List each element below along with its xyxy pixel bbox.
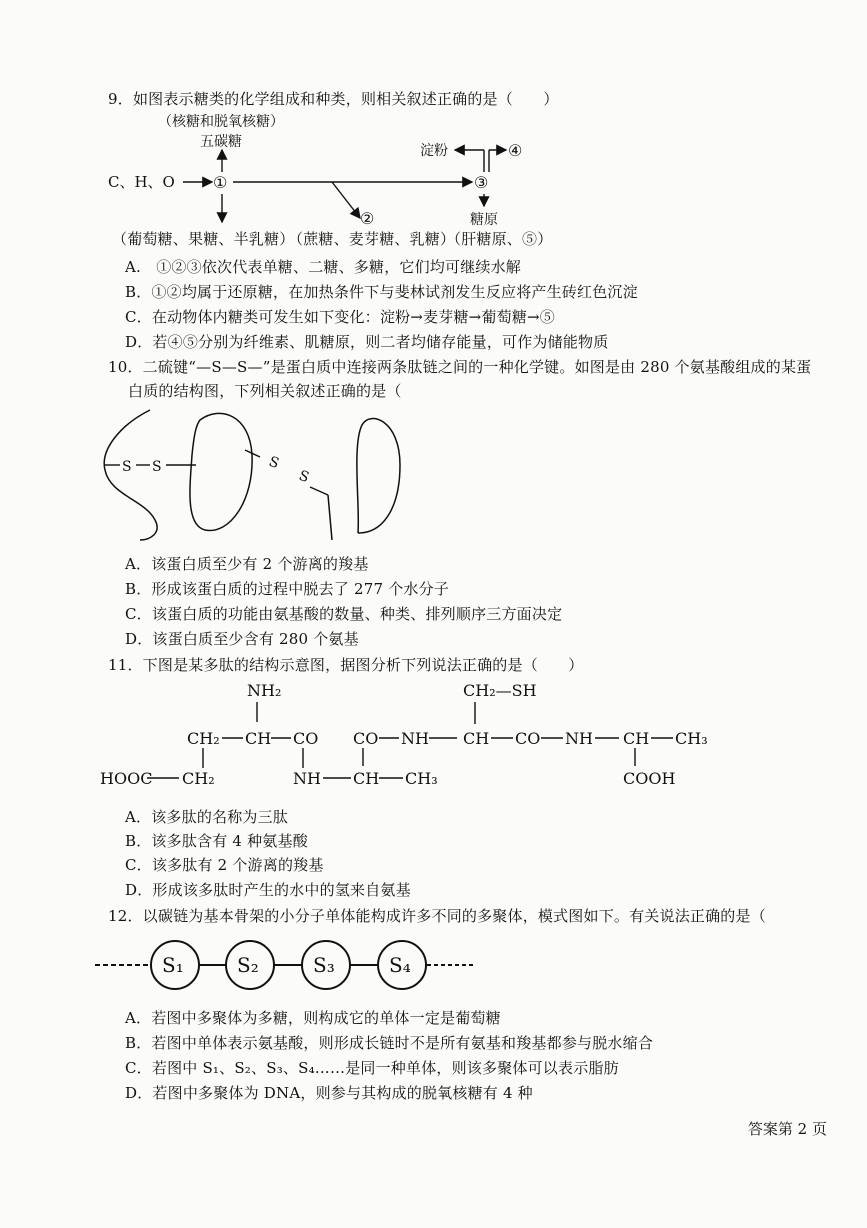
arrow-to-2: [332, 182, 360, 218]
pentose-label: 五碳糖: [200, 134, 242, 150]
q11-option-c: C．该多肽有 2 个游离的羧基: [125, 856, 324, 874]
chain-right: [357, 418, 400, 533]
s-atom-2: S: [152, 459, 162, 475]
node-1: ①: [213, 173, 228, 192]
q9-stem: 9．如图表示糖类的化学组成和种类，则相关叙述正确的是（ ）: [108, 90, 559, 108]
s-atom-1: S: [122, 459, 132, 475]
q9-option-d: D．若④⑤分别为纤维素、肌糖原，则二者均储存能量，可作为储能物质: [125, 333, 609, 351]
co-1: CO: [293, 729, 319, 748]
unit-s4-label: S₄: [389, 953, 411, 977]
bond-right-2: [310, 487, 328, 495]
q10-option-b: B．形成该蛋白质的过程中脱去了 277 个水分子: [125, 580, 449, 598]
q9-option-b: B．①②均属于还原糖，在加热条件下与斐林试剂发生反应将产生砖红色沉淀: [125, 283, 638, 301]
ch3-1: CH₃: [405, 769, 438, 788]
unit-s2-label: S₂: [237, 953, 259, 977]
q11-option-a: A．该多肽的名称为三肽: [125, 808, 289, 826]
chain-left: [104, 410, 157, 540]
ch2-1: CH₂: [187, 729, 220, 748]
nh-3: NH: [565, 729, 593, 748]
mono-note: （葡萄糖、果糖、半乳糖）: [112, 230, 295, 248]
cooh-group: COOH: [623, 769, 676, 788]
q12-option-c: C．若图中 S₁、S₂、S₃、S₄……是同一种单体，则该多聚体可以表示脂肪: [125, 1059, 619, 1077]
ch2sh-group: CH₂—SH: [463, 681, 537, 700]
q9-option-a: A. ①②③依次代表单糖、二糖、多糖，它们均可继续水解: [125, 258, 522, 276]
q10-stem-line2: 白质的结构图，下列相关叙述正确的是（: [128, 382, 402, 400]
ch-2: CH: [353, 769, 380, 788]
ch2-2: CH₂: [182, 769, 215, 788]
nh2-group: NH₂: [247, 681, 282, 700]
hooc-group: HOOC: [100, 769, 153, 788]
q11-option-b: B．该多肽含有 4 种氨基酸: [125, 832, 308, 850]
q10-option-d: D．该蛋白质至少含有 280 个氨基: [125, 630, 359, 648]
q12-stem: 12．以碳链为基本骨架的小分子单体能构成许多不同的多聚体，模式图如下。有关说法正确的是（: [108, 907, 766, 925]
q12-polymer-diagram: [95, 935, 485, 995]
q10-stem-line1: 10．二硫键“—S—S—”是蛋白质中连接两条肽链之间的一种化学键。如图是由 280 个氨基酸组成的某蛋: [108, 358, 812, 376]
page-footer: 答案第 2 页: [747, 1120, 827, 1138]
nh-1: NH: [293, 769, 321, 788]
unit-s1-label: S₁: [162, 953, 184, 977]
s-atom-4: S: [296, 467, 312, 487]
q12-option-d: D．若图中多聚体为 DNA，则参与其构成的脱氧核糖有 4 种: [125, 1084, 533, 1102]
q10-option-a: A．该蛋白质至少有 2 个游离的羧基: [125, 555, 369, 573]
chain-middle: [190, 413, 252, 530]
nh-2: NH: [401, 729, 429, 748]
q9-option-c: C．在动物体内糖类可发生如下变化：淀粉→麦芽糖→葡萄糖→⑤: [125, 308, 555, 326]
co-2: CO: [353, 729, 379, 748]
elements-label: C、H、O: [108, 173, 175, 191]
unit-s3-label: S₃: [313, 953, 335, 977]
ch3-2: CH₃: [675, 729, 708, 748]
poly-note: （肝糖原、⑤）: [446, 230, 553, 248]
starch-label: 淀粉: [420, 143, 448, 159]
di-note: （蔗糖、麦芽糖、乳糖）: [288, 230, 456, 248]
q11-option-d: D．形成该多肽时产生的水中的氢来自氨基: [125, 881, 411, 899]
node-3: ③: [474, 173, 489, 192]
node-2: ②: [360, 209, 375, 228]
chain-right-tail: [328, 495, 332, 540]
q10-option-c: C．该蛋白质的功能由氨基酸的数量、种类、排列顺序三方面决定: [125, 605, 563, 623]
node-4: ④: [508, 141, 523, 160]
ch-4: CH: [623, 729, 650, 748]
q11-polypeptide-structure: [95, 680, 735, 790]
q11-stem: 11．下图是某多肽的结构示意图，据图分析下列说法正确的是（ ）: [108, 656, 584, 674]
ch-3: CH: [463, 729, 490, 748]
q10-protein-diagram: [100, 405, 420, 545]
q12-option-b: B．若图中单体表示氨基酸，则形成长链时不是所有氨基和羧基都参与脱水缩合: [125, 1034, 654, 1052]
ch-1: CH: [245, 729, 272, 748]
pentose-note: （核糖和脱氧核糖）: [158, 114, 284, 130]
glycogen-label: 糖原: [470, 212, 498, 228]
s-atom-3: S: [266, 453, 282, 473]
co-3: CO: [515, 729, 541, 748]
q12-option-a: A．若图中多聚体为多糖，则构成它的单体一定是葡萄糖: [125, 1009, 501, 1027]
